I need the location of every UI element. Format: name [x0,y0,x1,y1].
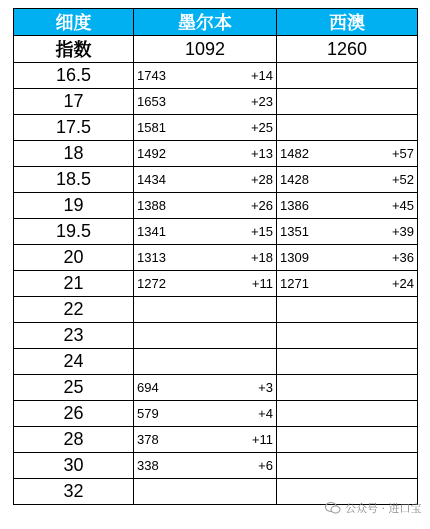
melbourne-cell [134,167,277,193]
table-row [14,167,418,193]
melbourne-value: 378 [137,432,159,447]
west-aus-cell [277,193,418,219]
fineness-cell: 25 [14,375,134,401]
fineness-cell: 18 [14,141,134,167]
west-aus-cell [277,401,418,427]
melbourne-value: 1581 [137,120,166,135]
table-row [14,63,418,89]
melbourne-cell [134,323,277,349]
west-aus-cell [277,375,418,401]
fineness-cell: 23 [14,323,134,349]
melbourne-change: +11 [251,432,273,447]
table-row [14,323,418,349]
fineness-cell: 28 [14,427,134,453]
watermark [325,500,422,516]
west-aus-cell [277,453,418,479]
west-aus-cell [277,349,418,375]
header-melbourne: 墨尔本 [134,9,277,36]
melbourne-cell [134,245,277,271]
melbourne-value: 338 [137,458,159,473]
fineness-cell: 30 [14,453,134,479]
melbourne-change: +6 [258,458,273,473]
table-row [14,297,418,323]
fineness-cell: 21 [14,271,134,297]
melbourne-change: +28 [250,172,273,187]
west-aus-cell [277,141,418,167]
melbourne-cell [134,219,277,245]
table-row [14,453,418,479]
index-row [14,36,418,63]
melbourne-cell [134,271,277,297]
melbourne-cell [134,115,277,141]
melbourne-cell [134,479,277,505]
table-row [14,141,418,167]
melbourne-change: +3 [258,380,273,395]
table-row [14,245,418,271]
fineness-cell: 32 [14,479,134,505]
west-aus-change: +57 [391,146,414,161]
table-row [14,115,418,141]
header-row [14,9,418,36]
west-aus-value: 1386 [280,198,309,213]
west-aus-value: 1351 [280,224,309,239]
fineness-cell: 18.5 [14,167,134,193]
melbourne-value: 579 [137,406,159,421]
table-row [14,271,418,297]
west-aus-change: +52 [391,172,414,187]
fineness-cell: 24 [14,349,134,375]
west-aus-value: 1482 [280,146,309,161]
fineness-cell: 19 [14,193,134,219]
fineness-cell: 19.5 [14,219,134,245]
west-aus-cell [277,427,418,453]
melbourne-value: 1272 [137,276,166,291]
price-table [13,8,418,505]
melbourne-value: 1313 [137,250,166,265]
west-aus-change: +45 [391,198,414,213]
melbourne-cell [134,193,277,219]
west-aus-value: 1309 [280,250,309,265]
fineness-cell: 17 [14,89,134,115]
west-aus-cell [277,271,418,297]
melbourne-value: 1653 [137,94,166,109]
index-label: 指数 [14,36,134,63]
melbourne-cell [134,453,277,479]
fineness-cell: 20 [14,245,134,271]
table-row [14,349,418,375]
melbourne-cell [134,375,277,401]
melbourne-value: 1492 [137,146,166,161]
melbourne-value: 1434 [137,172,166,187]
west-aus-value: 1271 [280,276,309,291]
index-melbourne: 1092 [134,36,277,63]
melbourne-cell [134,401,277,427]
melbourne-change: +25 [250,120,273,135]
melbourne-change: +11 [251,276,273,291]
wechat-icon [325,502,341,514]
west-aus-cell [277,89,418,115]
table-row [14,401,418,427]
header-fineness: 细度 [14,9,134,36]
fineness-cell: 22 [14,297,134,323]
table-row [14,219,418,245]
melbourne-change: +26 [250,198,273,213]
header-west-aus: 西澳 [277,9,418,36]
fineness-cell: 17.5 [14,115,134,141]
table-row [14,375,418,401]
melbourne-value: 1388 [137,198,166,213]
fineness-cell: 26 [14,401,134,427]
melbourne-change: +13 [250,146,273,161]
west-aus-cell [277,219,418,245]
melbourne-cell [134,297,277,323]
melbourne-change: +23 [250,94,273,109]
west-aus-cell [277,245,418,271]
watermark-text: 公众号 · 进口宝 [345,502,422,515]
table-row [14,193,418,219]
melbourne-change: +18 [250,250,273,265]
west-aus-change: +39 [391,224,414,239]
melbourne-cell [134,349,277,375]
melbourne-value: 694 [137,380,159,395]
west-aus-change: +36 [391,250,414,265]
melbourne-cell [134,89,277,115]
melbourne-cell [134,63,277,89]
melbourne-change: +14 [250,68,273,83]
melbourne-cell [134,427,277,453]
melbourne-change: +15 [250,224,273,239]
west-aus-value: 1428 [280,172,309,187]
table-row [14,89,418,115]
west-aus-cell [277,167,418,193]
melbourne-value: 1341 [137,224,166,239]
fineness-cell: 16.5 [14,63,134,89]
west-aus-cell [277,115,418,141]
melbourne-cell [134,141,277,167]
melbourne-change: +4 [258,406,273,421]
west-aus-cell [277,297,418,323]
west-aus-cell [277,63,418,89]
melbourne-value: 1743 [137,68,166,83]
index-west-aus: 1260 [277,36,418,63]
table-row [14,427,418,453]
west-aus-change: +24 [391,276,414,291]
west-aus-cell [277,323,418,349]
